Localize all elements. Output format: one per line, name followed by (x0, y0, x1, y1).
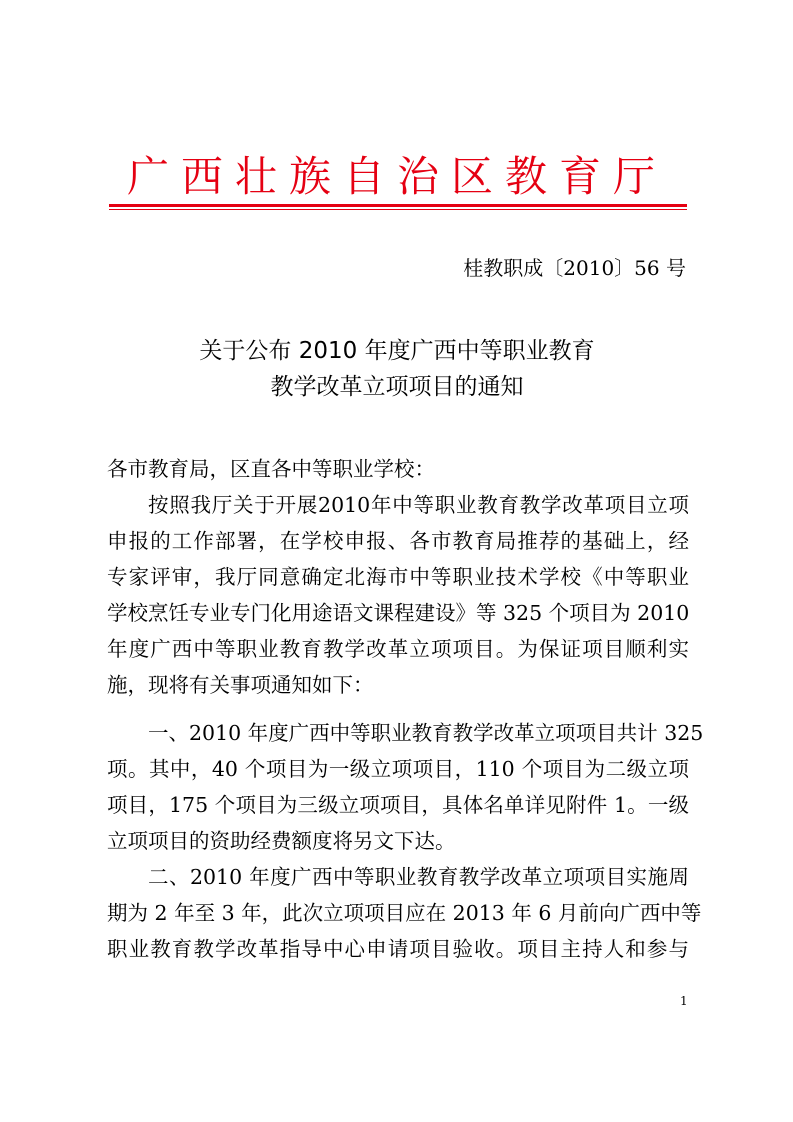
paragraph-line: 施，现将有关事项通知如下： (107, 673, 374, 697)
paragraph-line: 项。其中，40 个项目为一级立项项目，110 个项目为二级立项 (107, 757, 689, 781)
red-header-rule-thin (109, 209, 687, 210)
body-paragraph-2 (107, 715, 704, 859)
body-paragraph-1 (107, 487, 689, 703)
paragraph-line: 立项项目的资助经费额度将另文下达。 (107, 829, 456, 853)
page-number: 1 (680, 994, 688, 1008)
document-number: 桂教职成〔2010〕56 号 (463, 256, 686, 280)
salutation: 各市教育局，区直各中等职业学校： (107, 457, 435, 481)
paragraph-line: 按照我厅关于开展2010年中等职业教育教学改革项目立项 (148, 493, 689, 517)
paragraph-line: 期为 2 年至 3 年，此次立项项目应在 2013 年 6 月前向广西中等 (107, 901, 702, 925)
notice-title-line-2: 教学改革立项项目的通知 (270, 374, 524, 400)
paragraph-line: 专家评审，我厅同意确定北海市中等职业技术学校《中等职业 (107, 565, 689, 589)
paragraph-line: 年度广西中等职业教育教学改革立项项目。为保证项目顺利实 (107, 637, 689, 661)
body-paragraph-3 (107, 859, 702, 967)
paragraph-line: 一、2010 年度广西中等职业教育教学改革立项项目共计 325 (148, 721, 704, 745)
red-header-rule-thick (109, 204, 687, 207)
paragraph-line: 项目，175 个项目为三级立项项目，具体名单详见附件 1。一级 (107, 793, 689, 817)
paragraph-line: 职业教育教学改革指导中心申请项目验收。项目主持人和参与 (107, 937, 689, 961)
paragraph-line: 申报的工作部署，在学校申报、各市教育局推荐的基础上，经 (107, 529, 689, 553)
paragraph-line: 二、2010 年度广西中等职业教育教学改革立项项目实施周 (148, 865, 689, 889)
issuing-authority-title: 广西壮族自治区教育厅 (126, 152, 667, 201)
notice-title-line-1: 关于公布 2010 年度广西中等职业教育 (199, 338, 595, 364)
paragraph-line: 学校烹饪专业专门化用途语文课程建设》等 325 个项目为 2010 (107, 601, 690, 625)
